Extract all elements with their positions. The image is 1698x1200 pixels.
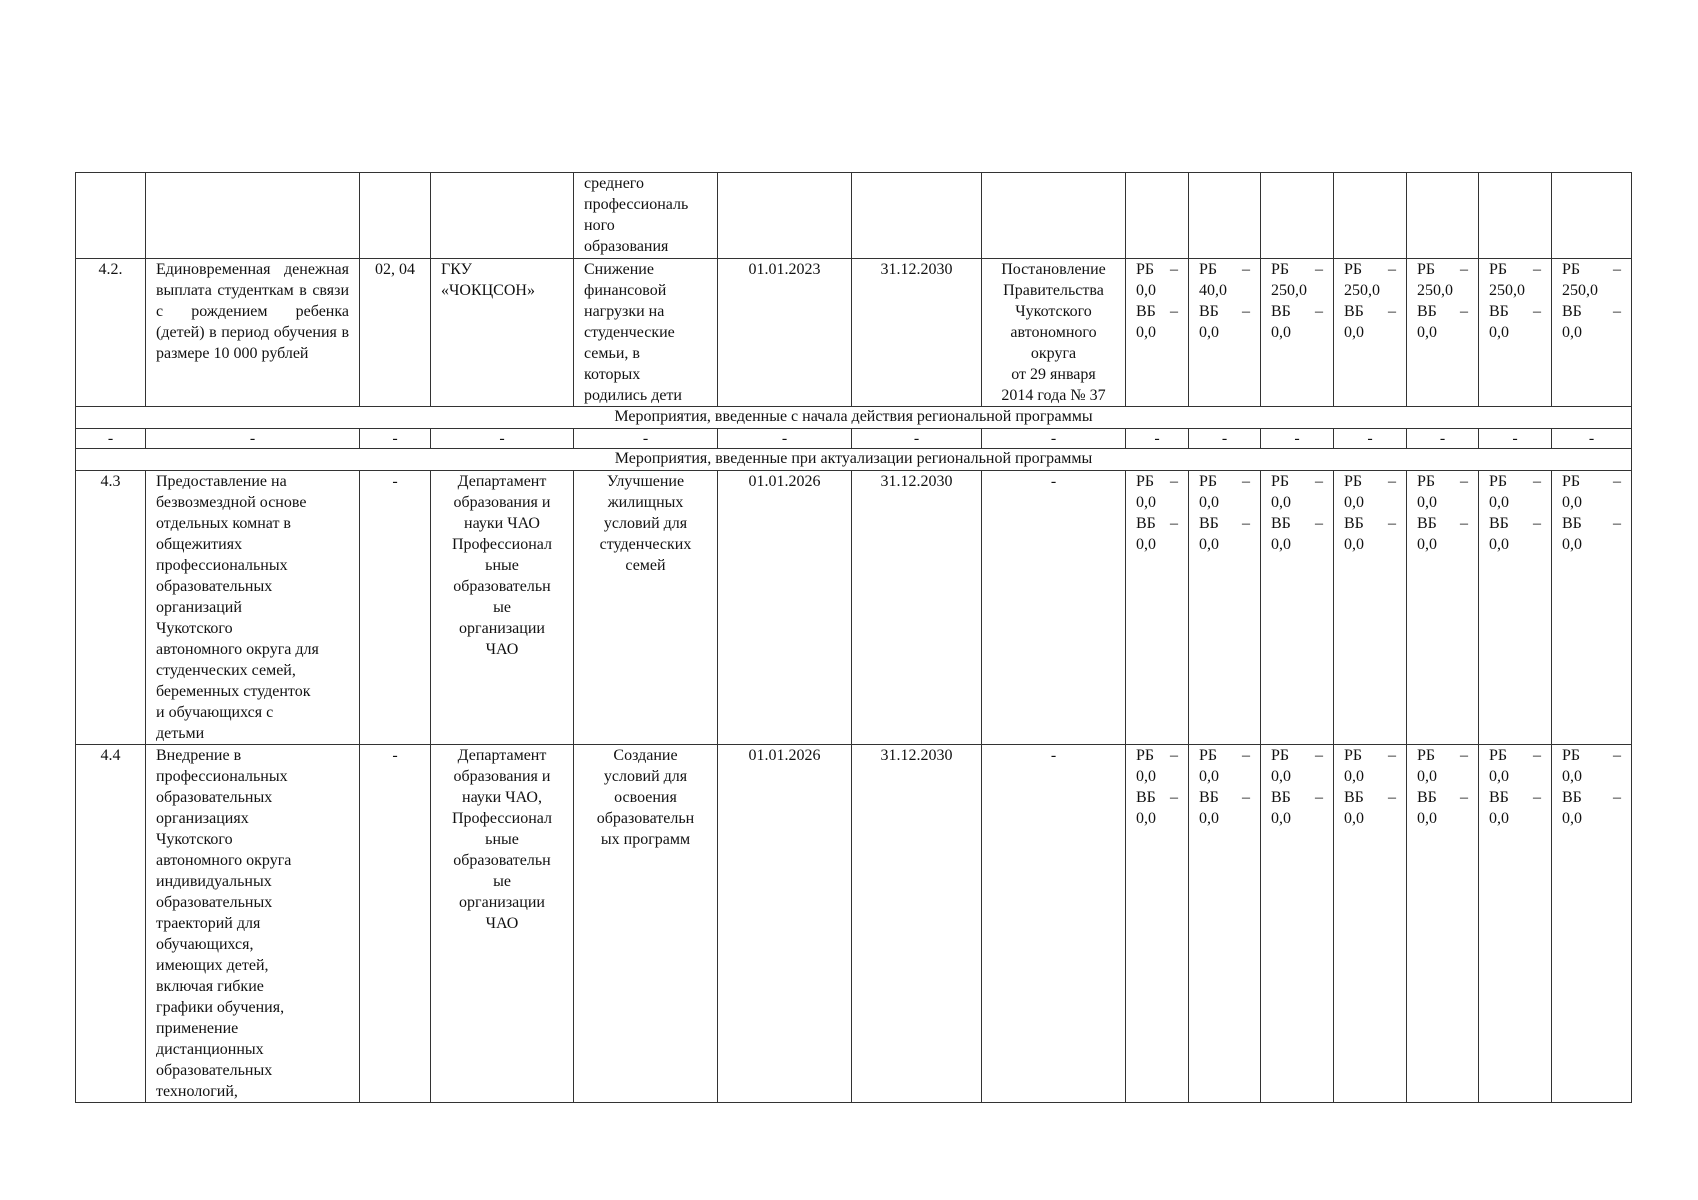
funding-cell-2: РБ – 0,0 ВБ – 0,0 — [1189, 745, 1261, 1103]
dash-cell: - — [76, 429, 146, 449]
funding-cell-1: РБ – 0,0 ВБ – 0,0 — [1126, 259, 1189, 407]
executor: ГКУ «ЧОКЦСОН» — [431, 259, 574, 407]
table-row — [76, 259, 1632, 407]
dash-cell: - — [1479, 429, 1552, 449]
expected-result: Создание условий для освоения образовательн ых программ — [574, 745, 718, 1103]
funding-cell-4 — [1334, 173, 1407, 259]
row-number: 4.2. — [76, 259, 146, 407]
funding-cell-5: РБ – 250,0 ВБ – 0,0 — [1407, 259, 1479, 407]
funding-cell-1 — [1126, 173, 1189, 259]
dash-cell: - — [1552, 429, 1632, 449]
task-code — [360, 173, 431, 259]
funding-cell-1: РБ – 0,0 ВБ – 0,0 — [1126, 471, 1189, 745]
dash-cell: - — [574, 429, 718, 449]
section-row-initial — [76, 407, 1632, 429]
table-row — [76, 173, 1632, 259]
end-date: 31.12.2030 — [852, 745, 982, 1103]
expected-result: Улучшение жилищных условий для студенческих семей — [574, 471, 718, 745]
measure-name — [146, 173, 360, 259]
measure-name: Предоставление на безвозмездной основе отдельных комнат в общежитиях профессиональных образовательных организаций Чукотского автономного округа для студенческих семей, беременных студенток и обучающихся с детьми — [146, 471, 360, 745]
legal-basis: - — [982, 471, 1126, 745]
dash-cell: - — [1334, 429, 1407, 449]
funding-cell-4: РБ – 0,0 ВБ – 0,0 — [1334, 745, 1407, 1103]
dash-cell: - — [146, 429, 360, 449]
measure-name: Внедрение в профессиональных образовательных организациях Чукотского автономного округа индивидуальных образовательных траекторий для обучающихся, имеющих детей, включая гибкие графики обучения, применение дистанционных образовательных технологий, — [146, 745, 360, 1103]
funding-cell-7: РБ – 0,0 ВБ – 0,0 — [1552, 471, 1632, 745]
dash-cell: - — [718, 429, 852, 449]
dash-cell: - — [1261, 429, 1334, 449]
dash-cell: - — [852, 429, 982, 449]
table-body — [76, 173, 1632, 1103]
legal-basis — [982, 173, 1126, 259]
dash-cell: - — [1126, 429, 1189, 449]
funding-cell-4: РБ – 250,0 ВБ – 0,0 — [1334, 259, 1407, 407]
funding-cell-6 — [1479, 173, 1552, 259]
funding-cell-3: РБ – 0,0 ВБ – 0,0 — [1261, 745, 1334, 1103]
measures-table — [75, 172, 1632, 1103]
end-date: 31.12.2030 — [852, 259, 982, 407]
funding-cell-2: РБ – 0,0 ВБ – 0,0 — [1189, 471, 1261, 745]
row-number: 4.4 — [76, 745, 146, 1103]
funding-cell-7: РБ – 0,0 ВБ – 0,0 — [1552, 745, 1632, 1103]
funding-cell-6: РБ – 0,0 ВБ – 0,0 — [1479, 745, 1552, 1103]
expected-result: среднего профессиональ ного образования — [574, 173, 718, 259]
legal-basis: - — [982, 745, 1126, 1103]
section-heading: Мероприятия, введенные с начала действия региональной программы — [76, 407, 1632, 429]
end-date — [852, 173, 982, 259]
funding-cell-5 — [1407, 173, 1479, 259]
funding-cell-6: РБ – 0,0 ВБ – 0,0 — [1479, 471, 1552, 745]
funding-cell-3: РБ – 0,0 ВБ – 0,0 — [1261, 471, 1334, 745]
expected-result: Снижение финансовой нагрузки на студенческие семьи, в которых родились дети — [574, 259, 718, 407]
executor — [431, 173, 574, 259]
start-date: 01.01.2026 — [718, 745, 852, 1103]
legal-basis: Постановление Правительства Чукотского автономного округа от 29 января 2014 года № 37 — [982, 259, 1126, 407]
funding-cell-6: РБ – 250,0 ВБ – 0,0 — [1479, 259, 1552, 407]
empty-dash-row — [76, 429, 1632, 449]
funding-cell-3: РБ – 250,0 ВБ – 0,0 — [1261, 259, 1334, 407]
dash-cell: - — [1189, 429, 1261, 449]
executor: Департамент образования и науки ЧАО, Профессионал ьные образовательн ые организации ЧАО — [431, 745, 574, 1103]
task-code: - — [360, 471, 431, 745]
funding-cell-5: РБ – 0,0 ВБ – 0,0 — [1407, 745, 1479, 1103]
dash-cell: - — [982, 429, 1126, 449]
dash-cell: - — [431, 429, 574, 449]
funding-cell-4: РБ – 0,0 ВБ – 0,0 — [1334, 471, 1407, 745]
funding-cell-2 — [1189, 173, 1261, 259]
dash-cell: - — [1407, 429, 1479, 449]
task-code: - — [360, 745, 431, 1103]
funding-cell-2: РБ – 40,0 ВБ – 0,0 — [1189, 259, 1261, 407]
row-number — [76, 173, 146, 259]
measure-name: Единовременная денежная выплата студенткам в связи с рождением ребенка (детей) в период обучения в размере 10 000 рублей — [146, 259, 360, 407]
funding-cell-3 — [1261, 173, 1334, 259]
end-date: 31.12.2030 — [852, 471, 982, 745]
dash-cell: - — [360, 429, 431, 449]
start-date: 01.01.2023 — [718, 259, 852, 407]
funding-cell-7: РБ – 250,0 ВБ – 0,0 — [1552, 259, 1632, 407]
funding-cell-7 — [1552, 173, 1632, 259]
funding-cell-1: РБ – 0,0 ВБ – 0,0 — [1126, 745, 1189, 1103]
row-number: 4.3 — [76, 471, 146, 745]
section-heading: Мероприятия, введенные при актуализации региональной программы — [76, 449, 1632, 471]
table-row — [76, 745, 1632, 1103]
start-date: 01.01.2026 — [718, 471, 852, 745]
funding-cell-5: РБ – 0,0 ВБ – 0,0 — [1407, 471, 1479, 745]
section-row-updated — [76, 449, 1632, 471]
start-date — [718, 173, 852, 259]
executor: Департамент образования и науки ЧАО Профессионал ьные образовательн ые организации ЧАО — [431, 471, 574, 745]
table-row — [76, 471, 1632, 745]
task-code: 02, 04 — [360, 259, 431, 407]
